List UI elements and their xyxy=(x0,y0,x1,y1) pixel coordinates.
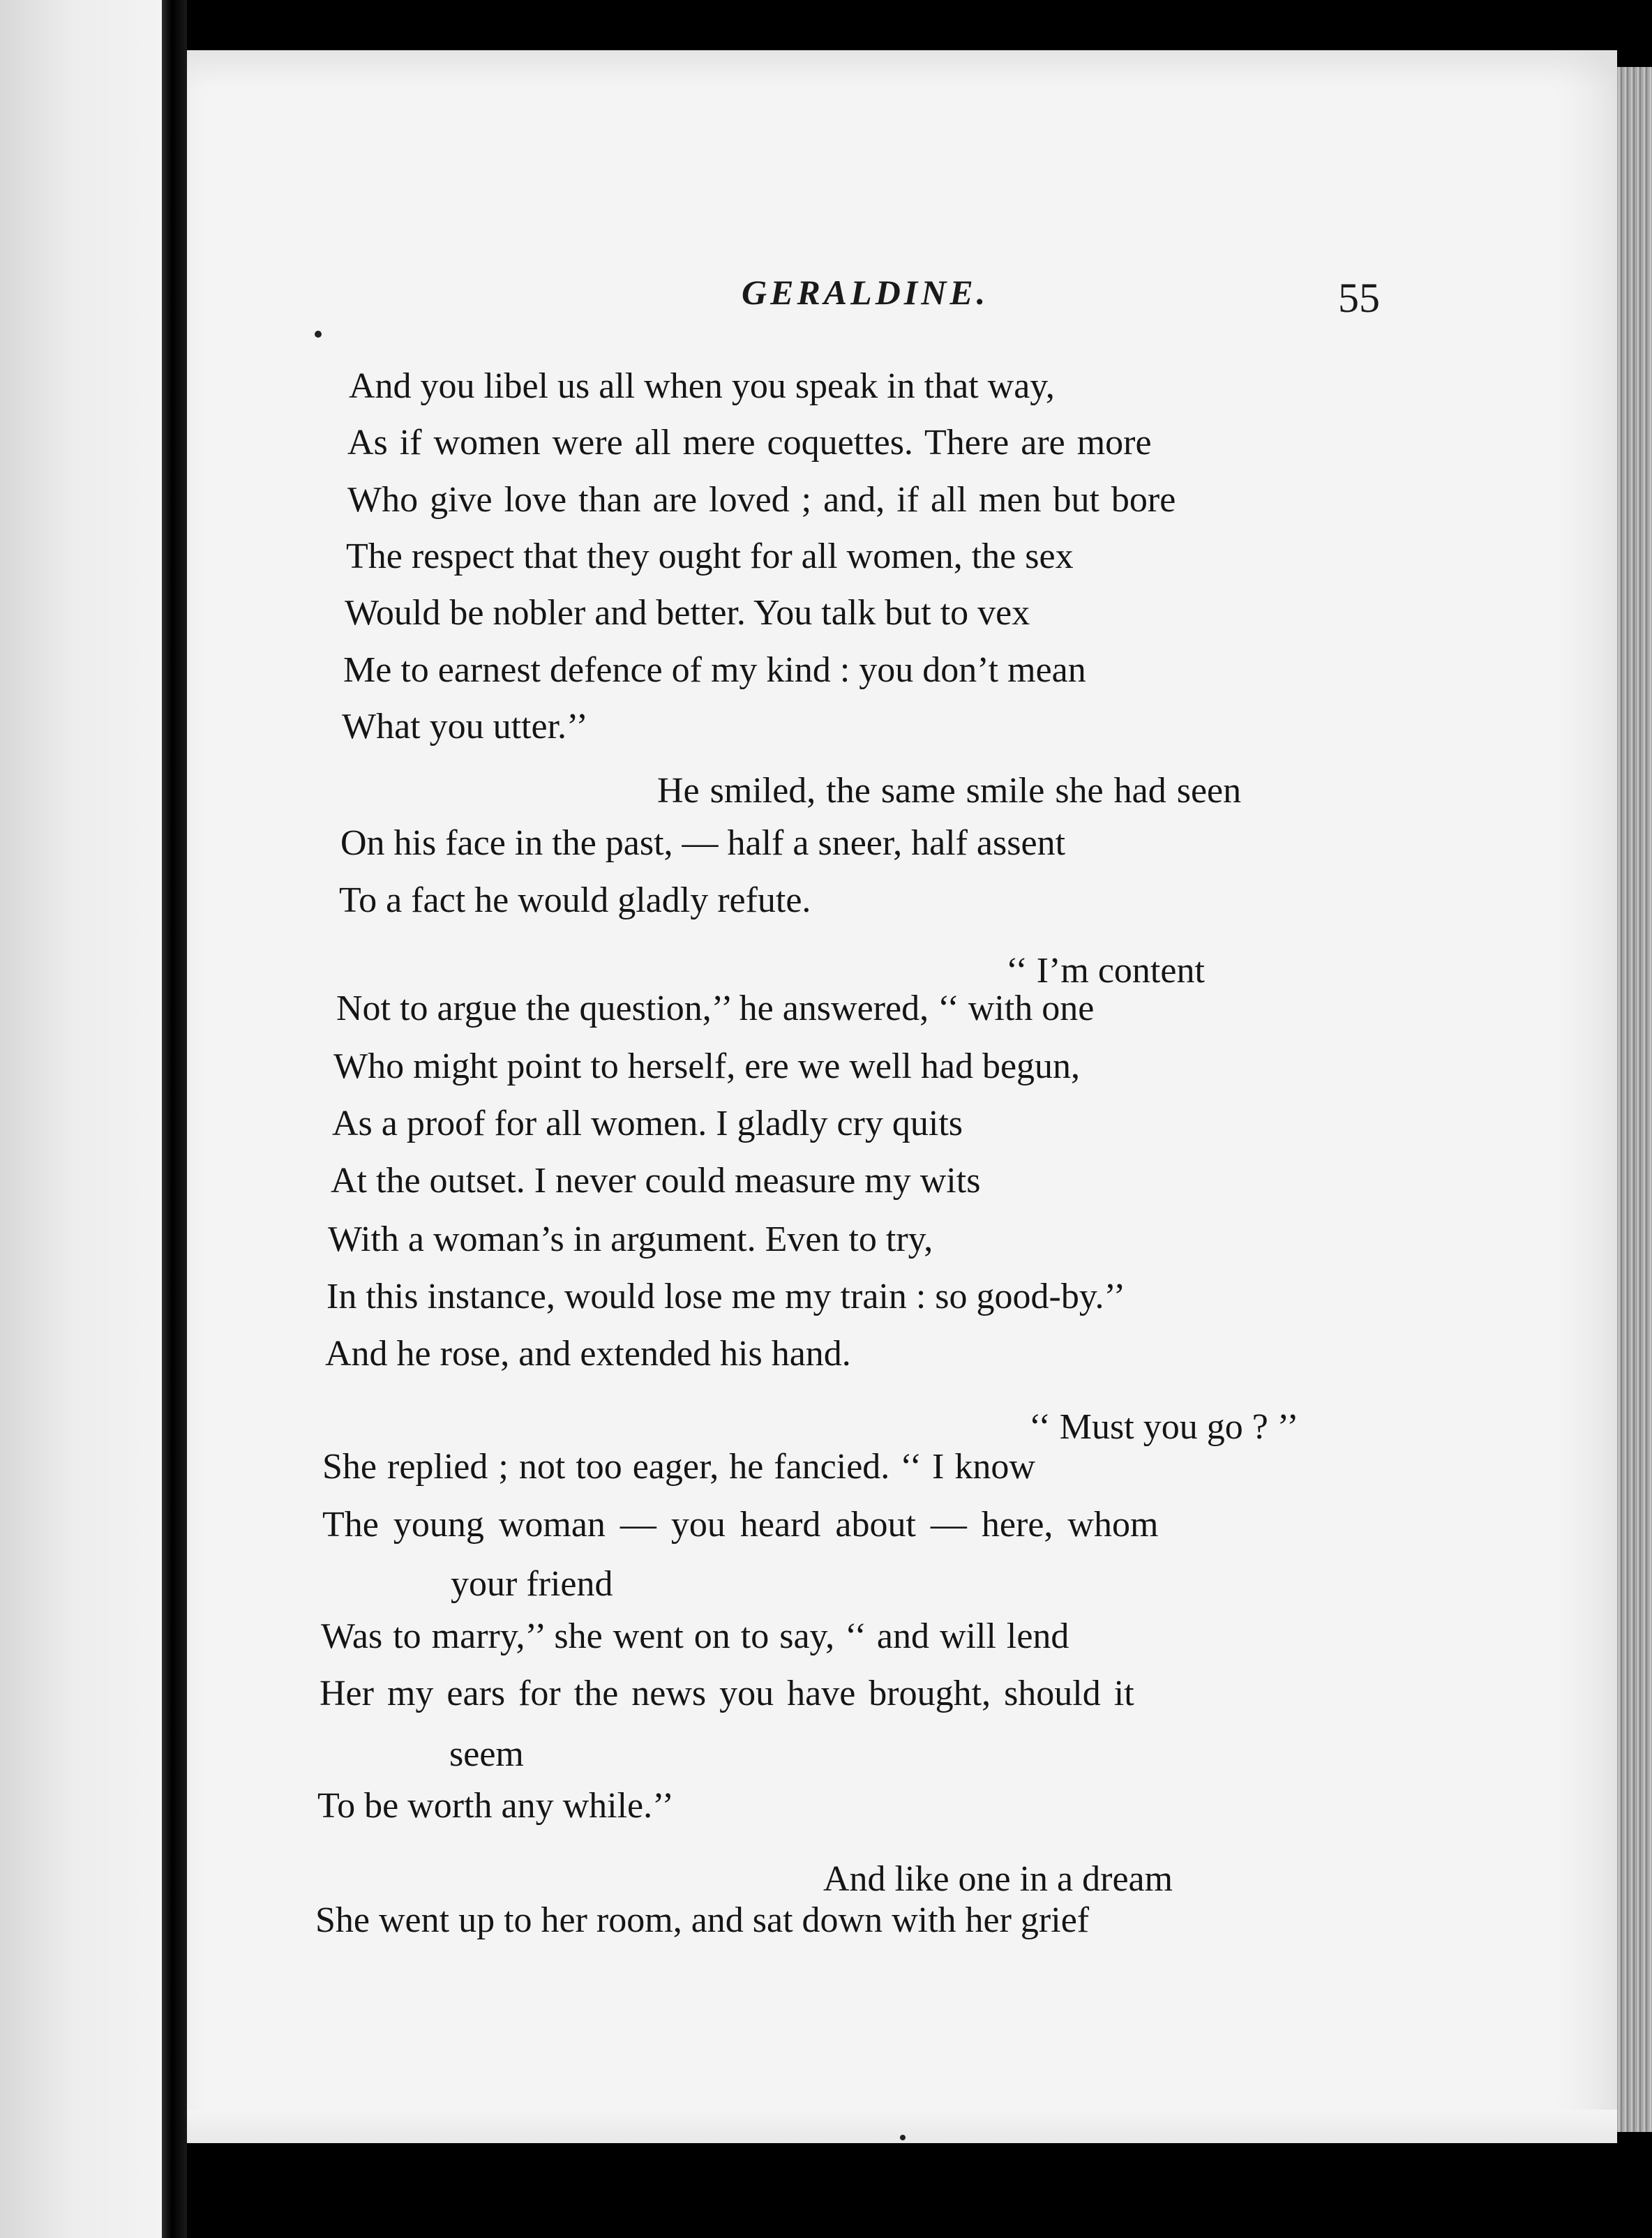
poem-line: ‘‘ I’m content xyxy=(1006,951,1205,991)
poem-line: Who give love than are loved ; and, if all men but bore xyxy=(347,480,1176,520)
book-page xyxy=(187,50,1617,2143)
poem-line: He smiled, the same smile she had seen xyxy=(657,771,1242,811)
running-head: GERALDINE. xyxy=(742,273,989,312)
poem-line: Me to earnest defence of my kind : you don’t mean xyxy=(343,650,1086,690)
book-gutter xyxy=(162,0,187,2238)
poem-line: To a fact he would gladly refute. xyxy=(339,880,811,920)
ink-speck xyxy=(900,2135,906,2140)
poem-line: ‘‘ Must you go ? ’’ xyxy=(1029,1407,1299,1447)
poem-line: To be worth any while.’’ xyxy=(317,1786,674,1826)
poem-line: The respect that they ought for all women, the sex xyxy=(346,536,1074,576)
poem-line: She replied ; not too eager, he fancied. ‘‘ I know xyxy=(322,1447,1035,1487)
poem-line: The young woman — you heard about — here, whom xyxy=(322,1505,1159,1545)
poem-line: As a proof for all women. I gladly cry quits xyxy=(332,1104,963,1143)
page-number: 55 xyxy=(1338,275,1380,321)
poem-line: Not to argue the question,’’ he answered, ‘‘ with one xyxy=(336,989,1095,1028)
poem-line: In this instance, would lose me my train : so good-by.’’ xyxy=(326,1277,1126,1316)
poem-line: What you utter.’’ xyxy=(342,707,588,746)
poem-line: Was to marry,’’ she went on to say, ‘‘ and will lend xyxy=(321,1616,1069,1656)
poem-line: At the outset. I never could measure my wits xyxy=(331,1161,981,1201)
poem-line: Her my ears for the news you have brought, should it xyxy=(320,1674,1134,1713)
poem-line: seem xyxy=(449,1734,524,1774)
poem-line: With a woman’s in argument. Even to try, xyxy=(328,1219,933,1259)
poem-line: And you libel us all when you speak in that way, xyxy=(349,366,1055,406)
poem-line: And he rose, and extended his hand. xyxy=(325,1334,851,1374)
poem-line: And like one in a dream xyxy=(823,1859,1173,1899)
page-stack-edge xyxy=(1617,67,1652,2132)
previous-page-edge xyxy=(0,0,162,2238)
poem-line: On his face in the past, — half a sneer, half assent xyxy=(340,823,1066,863)
ink-speck xyxy=(315,331,322,338)
poem-line: She went up to her room, and sat down with her grief xyxy=(315,1900,1090,1940)
poem-line: As if women were all mere coquettes. There are more xyxy=(347,423,1152,463)
poem-line: Would be nobler and better. You talk but to vex xyxy=(345,593,1030,633)
poem-line: Who might point to herself, ere we well had begun, xyxy=(333,1046,1081,1086)
poem-line: your friend xyxy=(451,1564,613,1604)
